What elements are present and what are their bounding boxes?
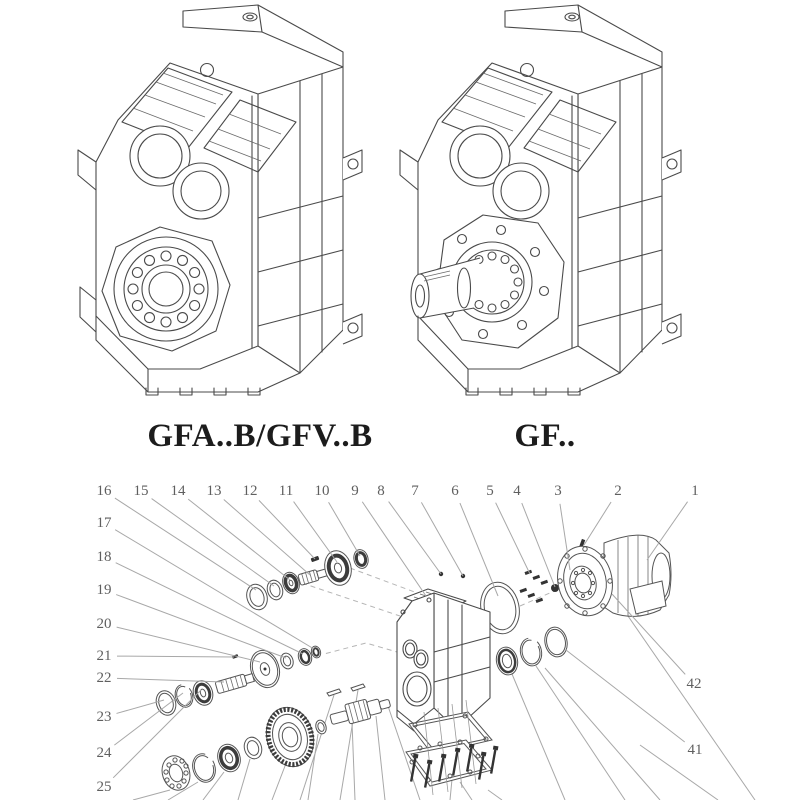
leader-line-14 (188, 499, 290, 580)
leader-line-41 (566, 650, 685, 742)
part-snap-ring-bottom (189, 751, 219, 785)
callout-number-6: 6 (451, 483, 459, 499)
gearbox-drawing-gfab (78, 5, 362, 395)
callout-number-14: 14 (170, 483, 186, 499)
callout-number-7: 7 (411, 483, 419, 499)
leader-line-18 (116, 563, 303, 654)
leader-line-10 (329, 502, 360, 556)
leader-line-21 (117, 656, 234, 657)
callout-number-13: 13 (206, 483, 222, 499)
part-bearing-25 (190, 678, 216, 708)
part-pinion-shaft-13 (298, 567, 328, 585)
exploded-diagram (97, 483, 756, 800)
part-bearing-14 (280, 570, 302, 596)
part-pinion-shaft-22 (215, 672, 255, 694)
leader-line-2 (584, 502, 611, 545)
leader-line-16 (115, 498, 256, 590)
leader-line-12 (259, 500, 315, 559)
part-flat-disc-20 (246, 647, 284, 692)
callout-number-5: 5 (486, 483, 494, 499)
leader-line-9 (362, 502, 426, 596)
callout-number-42: 42 (686, 676, 702, 692)
callout-number-41: 41 (687, 742, 703, 758)
callout-number-22: 22 (96, 670, 112, 686)
callout-number-24: 24 (96, 745, 112, 761)
callout-number-12: 12 (242, 483, 258, 499)
part-washer-19 (279, 652, 295, 671)
model-label-right: GF.. (514, 418, 576, 454)
leader-line-7 (421, 502, 463, 576)
callout-number-17: 17 (96, 515, 112, 531)
callout-number-21: 21 (96, 648, 112, 664)
leader-line-24 (114, 693, 183, 745)
leader-line-11 (294, 502, 337, 562)
callout-number-25: 25 (96, 779, 112, 795)
leader-line-15 (152, 499, 274, 586)
callout-number-11: 11 (278, 483, 294, 499)
part-keys (327, 684, 365, 696)
callout-number-15: 15 (133, 483, 149, 499)
callout-number-3: 3 (554, 483, 562, 499)
callout-number-18: 18 (96, 549, 112, 565)
callout-number-23: 23 (96, 709, 112, 725)
callout-number-19: 19 (96, 582, 112, 598)
part-motor (551, 535, 671, 621)
part-bearing-10 (352, 548, 370, 570)
callout-number-8: 8 (377, 483, 385, 499)
part-snap-ring-right (518, 636, 544, 668)
part-bearing-bottom (214, 741, 244, 774)
part-output-shaft (328, 693, 392, 728)
leader-line-22 (117, 678, 224, 682)
leader-line-5 (496, 503, 530, 574)
part-bearing-right (494, 645, 520, 677)
part-seal-ring-41 (542, 625, 570, 659)
callout-number-4: 4 (513, 483, 521, 499)
model-label-left: GFA..B/GFV..B (147, 418, 373, 454)
callout-number-9: 9 (351, 483, 359, 499)
callout-number-1: 1 (691, 483, 699, 499)
gearbox-drawing-gf (400, 5, 681, 395)
callout-number-2: 2 (614, 483, 622, 499)
leader-line-8 (389, 502, 441, 574)
part-housing (397, 589, 490, 731)
callout-number-16: 16 (96, 483, 112, 499)
callout-number-20: 20 (96, 616, 112, 632)
leader-line-6 (460, 503, 498, 596)
part-gear-disc-11 (321, 548, 355, 588)
part-output-gear (260, 702, 320, 772)
callout-number-10: 10 (314, 483, 330, 499)
part-washer-bottom (242, 735, 265, 761)
part-cover-cap (243, 582, 270, 613)
